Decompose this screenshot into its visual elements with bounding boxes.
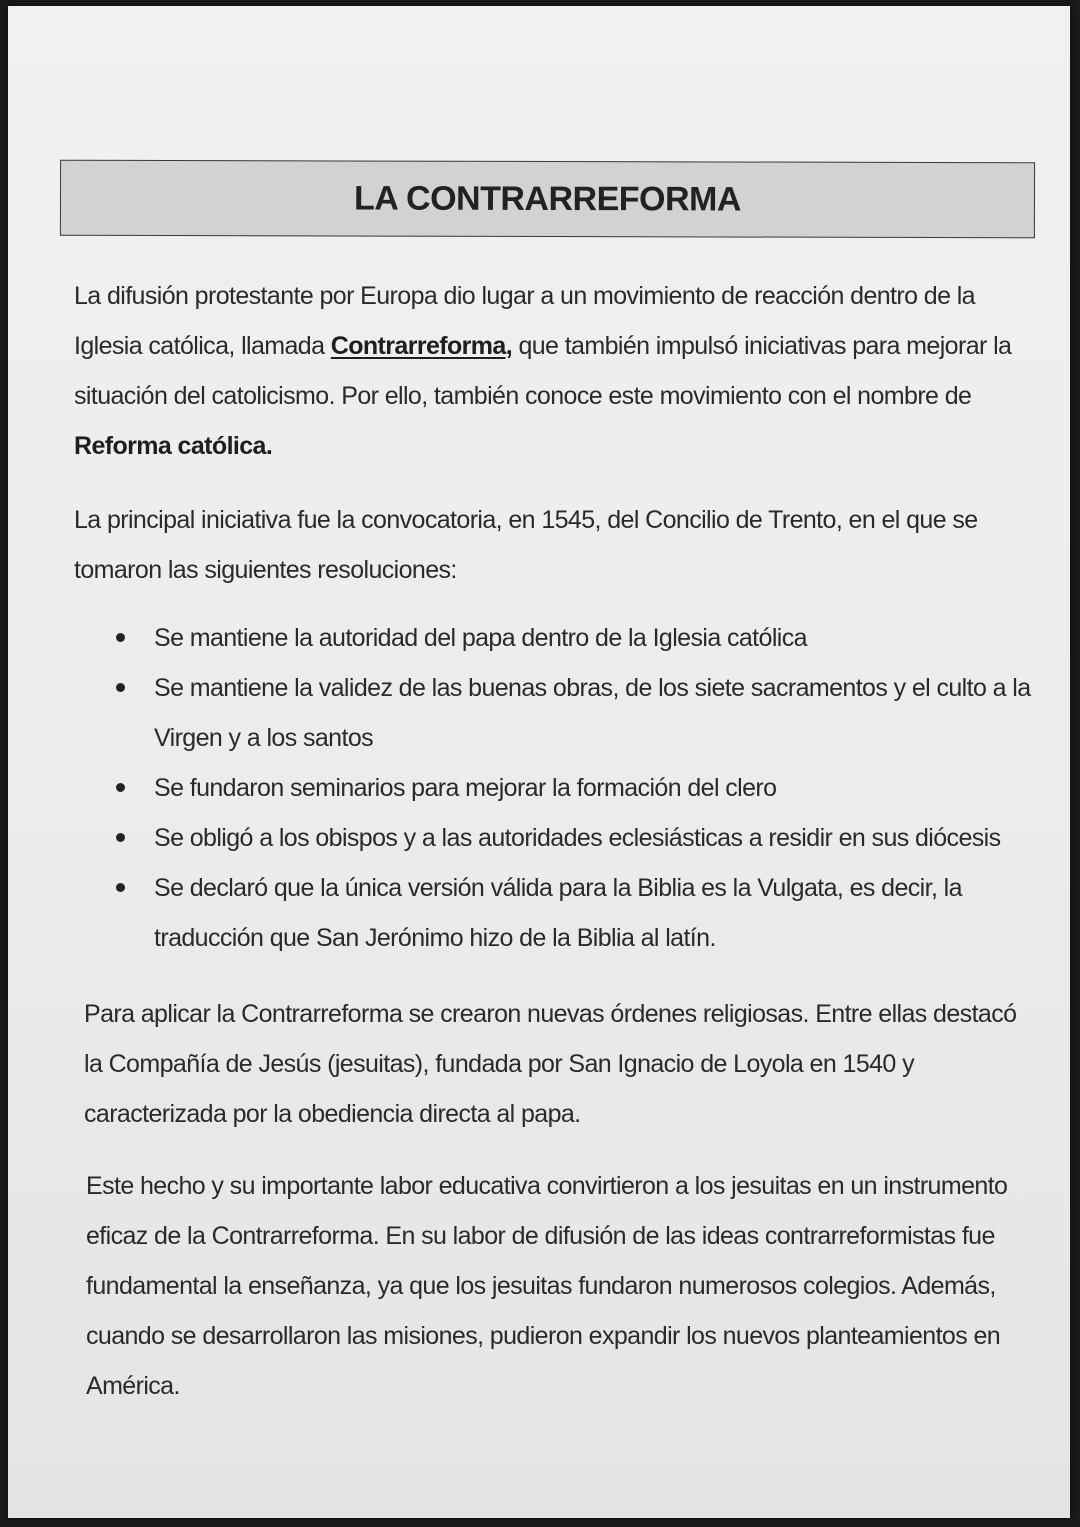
- bullet-icon: [116, 883, 125, 892]
- list-item: [114, 763, 1035, 813]
- intro-text-1: La difusión protestante por Europa dio lugar a un movimiento de reacción dentro de la Iglesia católica, llamada: [74, 282, 975, 360]
- term-contrarreforma: Contrarreforma,: [330, 332, 513, 360]
- list-item-text: Se obligó a los obispos y a las autoridades eclesiásticas a residir en sus diócesis: [154, 824, 1001, 852]
- bullet-icon: [116, 683, 125, 692]
- document-page: [8, 6, 1070, 1518]
- labor-educativa-paragraph: Este hecho y su importante labor educativa convirtieron a los jesuitas en un instrumento eficaz de la Contrarreforma. En su labor de difusión de las ideas contrarreformistas fue fundamental la enseñanza, ya que los jesuitas fundaron numerosos colegios. Además, cuando se desarrollaron las misiones, pudieron expandir los nuevos planteamientos en América.: [86, 1172, 1008, 1400]
- list-item: [114, 663, 1035, 763]
- resolutions-list: [60, 613, 1035, 963]
- list-item-text: Se fundaron seminarios para mejorar la formación del clero: [154, 774, 777, 802]
- trento-paragraph: La principal iniciativa fue la convocatoria, en 1545, del Concilio de Trento, en el que se tomaron las siguientes resoluciones:: [74, 506, 978, 584]
- page-title: LA CONTRARREFORMA: [354, 178, 741, 219]
- term-reforma-catolica: Reforma católica.: [74, 432, 273, 460]
- bullet-icon: [116, 783, 125, 792]
- bullet-icon: [116, 633, 125, 642]
- list-item-text: Se declaró que la única versión válida para la Biblia es la Vulgata, es decir, la traducción que San Jerónimo hizo de la Biblia al latín.: [154, 874, 962, 952]
- list-item: [114, 863, 1035, 963]
- bullet-icon: [116, 833, 125, 842]
- list-item: [114, 813, 1035, 863]
- document-content: [60, 161, 1035, 1411]
- title-box: [60, 160, 1035, 239]
- list-item-text: Se mantiene la autoridad del papa dentro de la Iglesia católica: [154, 624, 807, 652]
- list-item-text: Se mantiene la validez de las buenas obras, de los siete sacramentos y el culto a la Virgen y a los santos: [154, 674, 1031, 752]
- intro-paragraph: [60, 271, 1035, 471]
- list-item: [114, 613, 1035, 663]
- jesuitas-paragraph: Para aplicar la Contrarreforma se crearon nuevas órdenes religiosas. Entre ellas destacó la Compañía de Jesús (jesuitas), fundada por San Ignacio de Loyola en 1540 y caracterizada por la obediencia directa al papa.: [84, 1000, 1017, 1128]
- intro-text-2: que también impulsó iniciativas para mejorar la situación del catolicismo. Por ello, también conoce este movimiento con el nombre de: [74, 332, 1012, 410]
